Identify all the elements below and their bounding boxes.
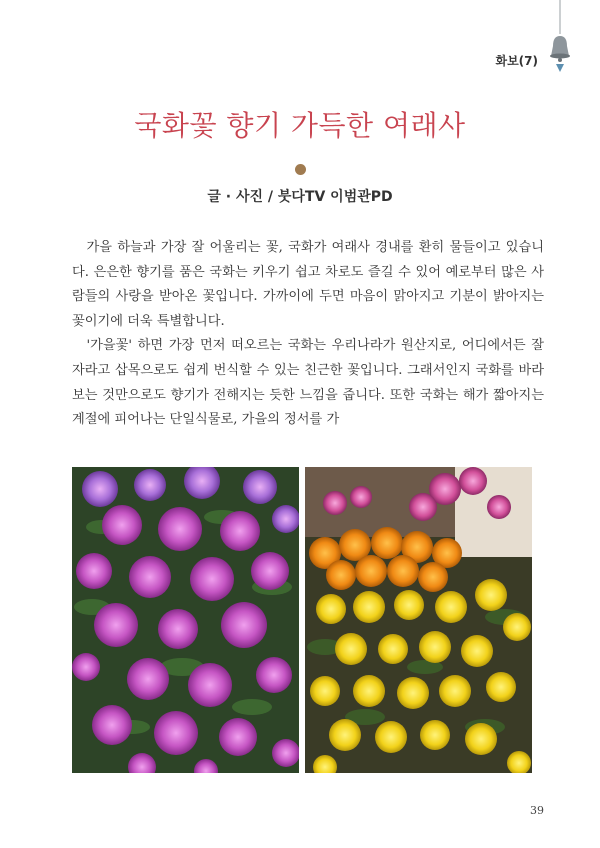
page-number: 39: [530, 804, 544, 817]
paragraph-2: '가을꽃' 하면 가장 먼저 떠오르는 국화는 우리나라가 원산지로, 어디에서든 잘 자라고 삽목으로도 쉽게 번식할 수 있는 친근한 꽃입니다. 그래서인지 국화를 바라보는 것만으로도 향기가 전해지는 듯한 느낌을 줍니다. 또한 국화는 해가 짧아지는 계절에 피어나는 단일식물로, 가을의 정서를 가: [72, 338, 544, 428]
title-divider-dot: [295, 164, 306, 175]
paragraph-1: 가을 하늘과 가장 잘 어울리는 꽃, 국화가 여래사 경내를 환히 물들이고 있습니다. 은은한 향기를 품은 국화는 키우기 쉽고 차로도 즐길 수 있어 예로부터 많은 사람들의 사랑을 받아온 꽃입니다. 가까이에 두면 마음이 맑아지고 기분이 밝아지는 꽃이기에 더욱 특별합니다.: [72, 240, 544, 329]
article-title: 국화꽃 향기 가득한 여래사: [134, 109, 466, 142]
byline: 글 · 사진 / 붓다TV 이범관PD: [207, 189, 393, 205]
article-body: [72, 236, 544, 433]
bell-icon: [540, 0, 580, 80]
photo-chrysanthemums: [305, 467, 532, 773]
section-label: 화보(7): [495, 54, 538, 68]
photo-purple-asters: [72, 467, 299, 773]
chrysanthemum-image: [305, 467, 532, 773]
purple-aster-image: [72, 467, 299, 773]
bell-decoration: [540, 0, 580, 80]
